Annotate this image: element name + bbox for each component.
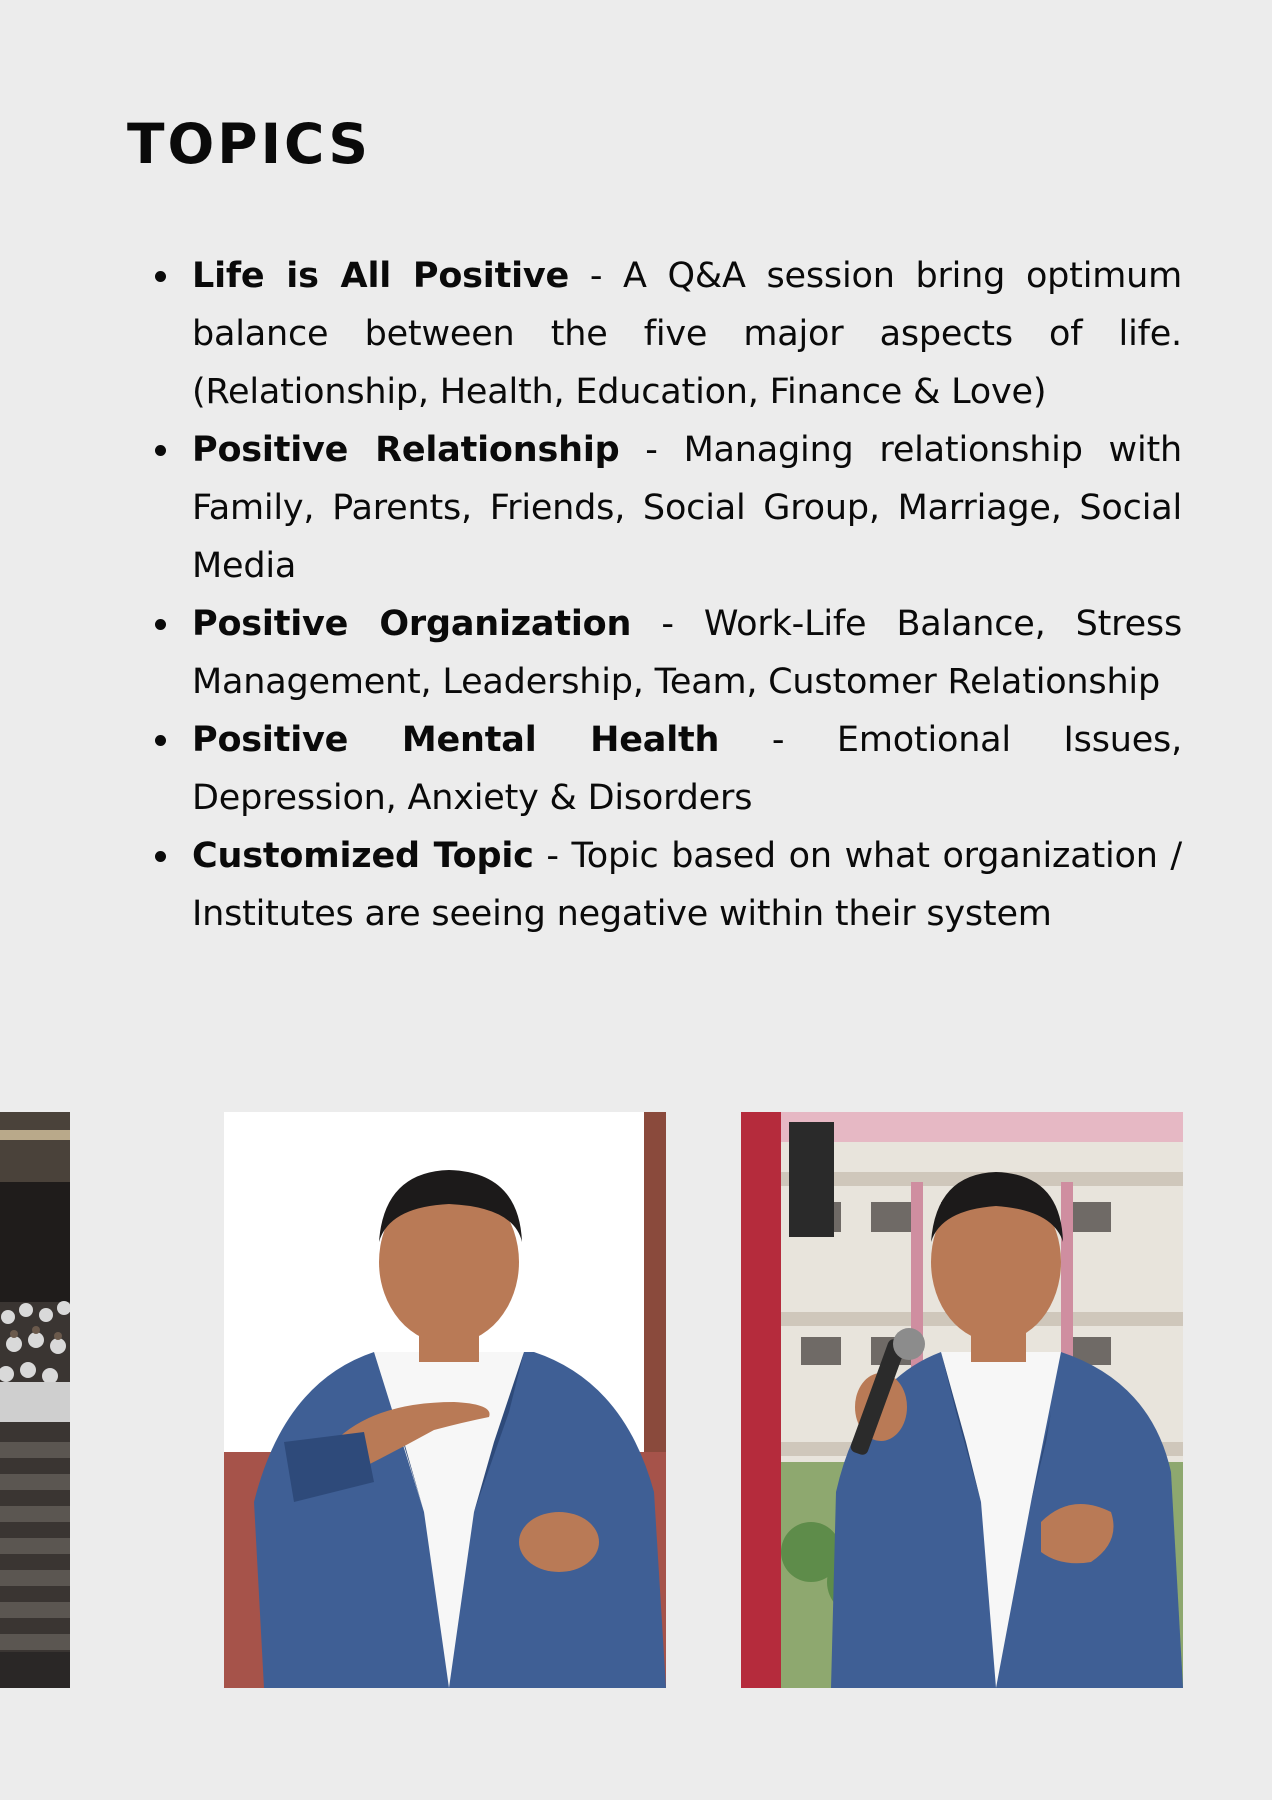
audience-photo	[0, 1112, 70, 1688]
topic-title: Positive Organization	[192, 604, 632, 644]
topic-item-positive-relationship	[192, 421, 1182, 595]
topic-separator: -	[569, 256, 624, 296]
topic-title: Positive Relationship	[192, 430, 620, 470]
topic-separator: -	[619, 430, 684, 470]
topic-title: Positive Mental Health	[192, 720, 720, 760]
topic-item-life-is-all-positive	[192, 247, 1182, 421]
topic-description: Emotional Issues, Depression, Anxiety & Disorders	[192, 720, 1183, 818]
topic-separator: -	[631, 604, 704, 644]
topic-title: Customized Topic	[192, 836, 534, 876]
topic-item-positive-organization	[192, 595, 1182, 711]
topic-description: Work-Life Balance, Stress Management, Leadership, Team, Customer Relationship	[192, 604, 1183, 702]
speaker-indoor-photo	[224, 1112, 666, 1688]
page-title: TOPICS	[127, 112, 372, 176]
speaker-outdoor-photo	[741, 1112, 1183, 1688]
topic-description: Managing relationship with Family, Parents, Friends, Social Group, Marriage, Social Media	[192, 430, 1183, 586]
topic-description: Topic based on what organization / Institutes are seeing negative within their system	[192, 836, 1182, 934]
topic-separator: -	[719, 720, 837, 760]
topic-item-customized-topic	[192, 827, 1182, 943]
topic-title: Life is All Positive	[192, 256, 570, 296]
topic-separator: -	[533, 836, 572, 876]
topic-list	[192, 247, 1182, 943]
topic-item-positive-mental-health	[192, 711, 1182, 827]
topic-description: A Q&A session bring optimum balance between the five major aspects of life. (Relationship, Health, Education, Finance & Love)	[192, 256, 1182, 412]
